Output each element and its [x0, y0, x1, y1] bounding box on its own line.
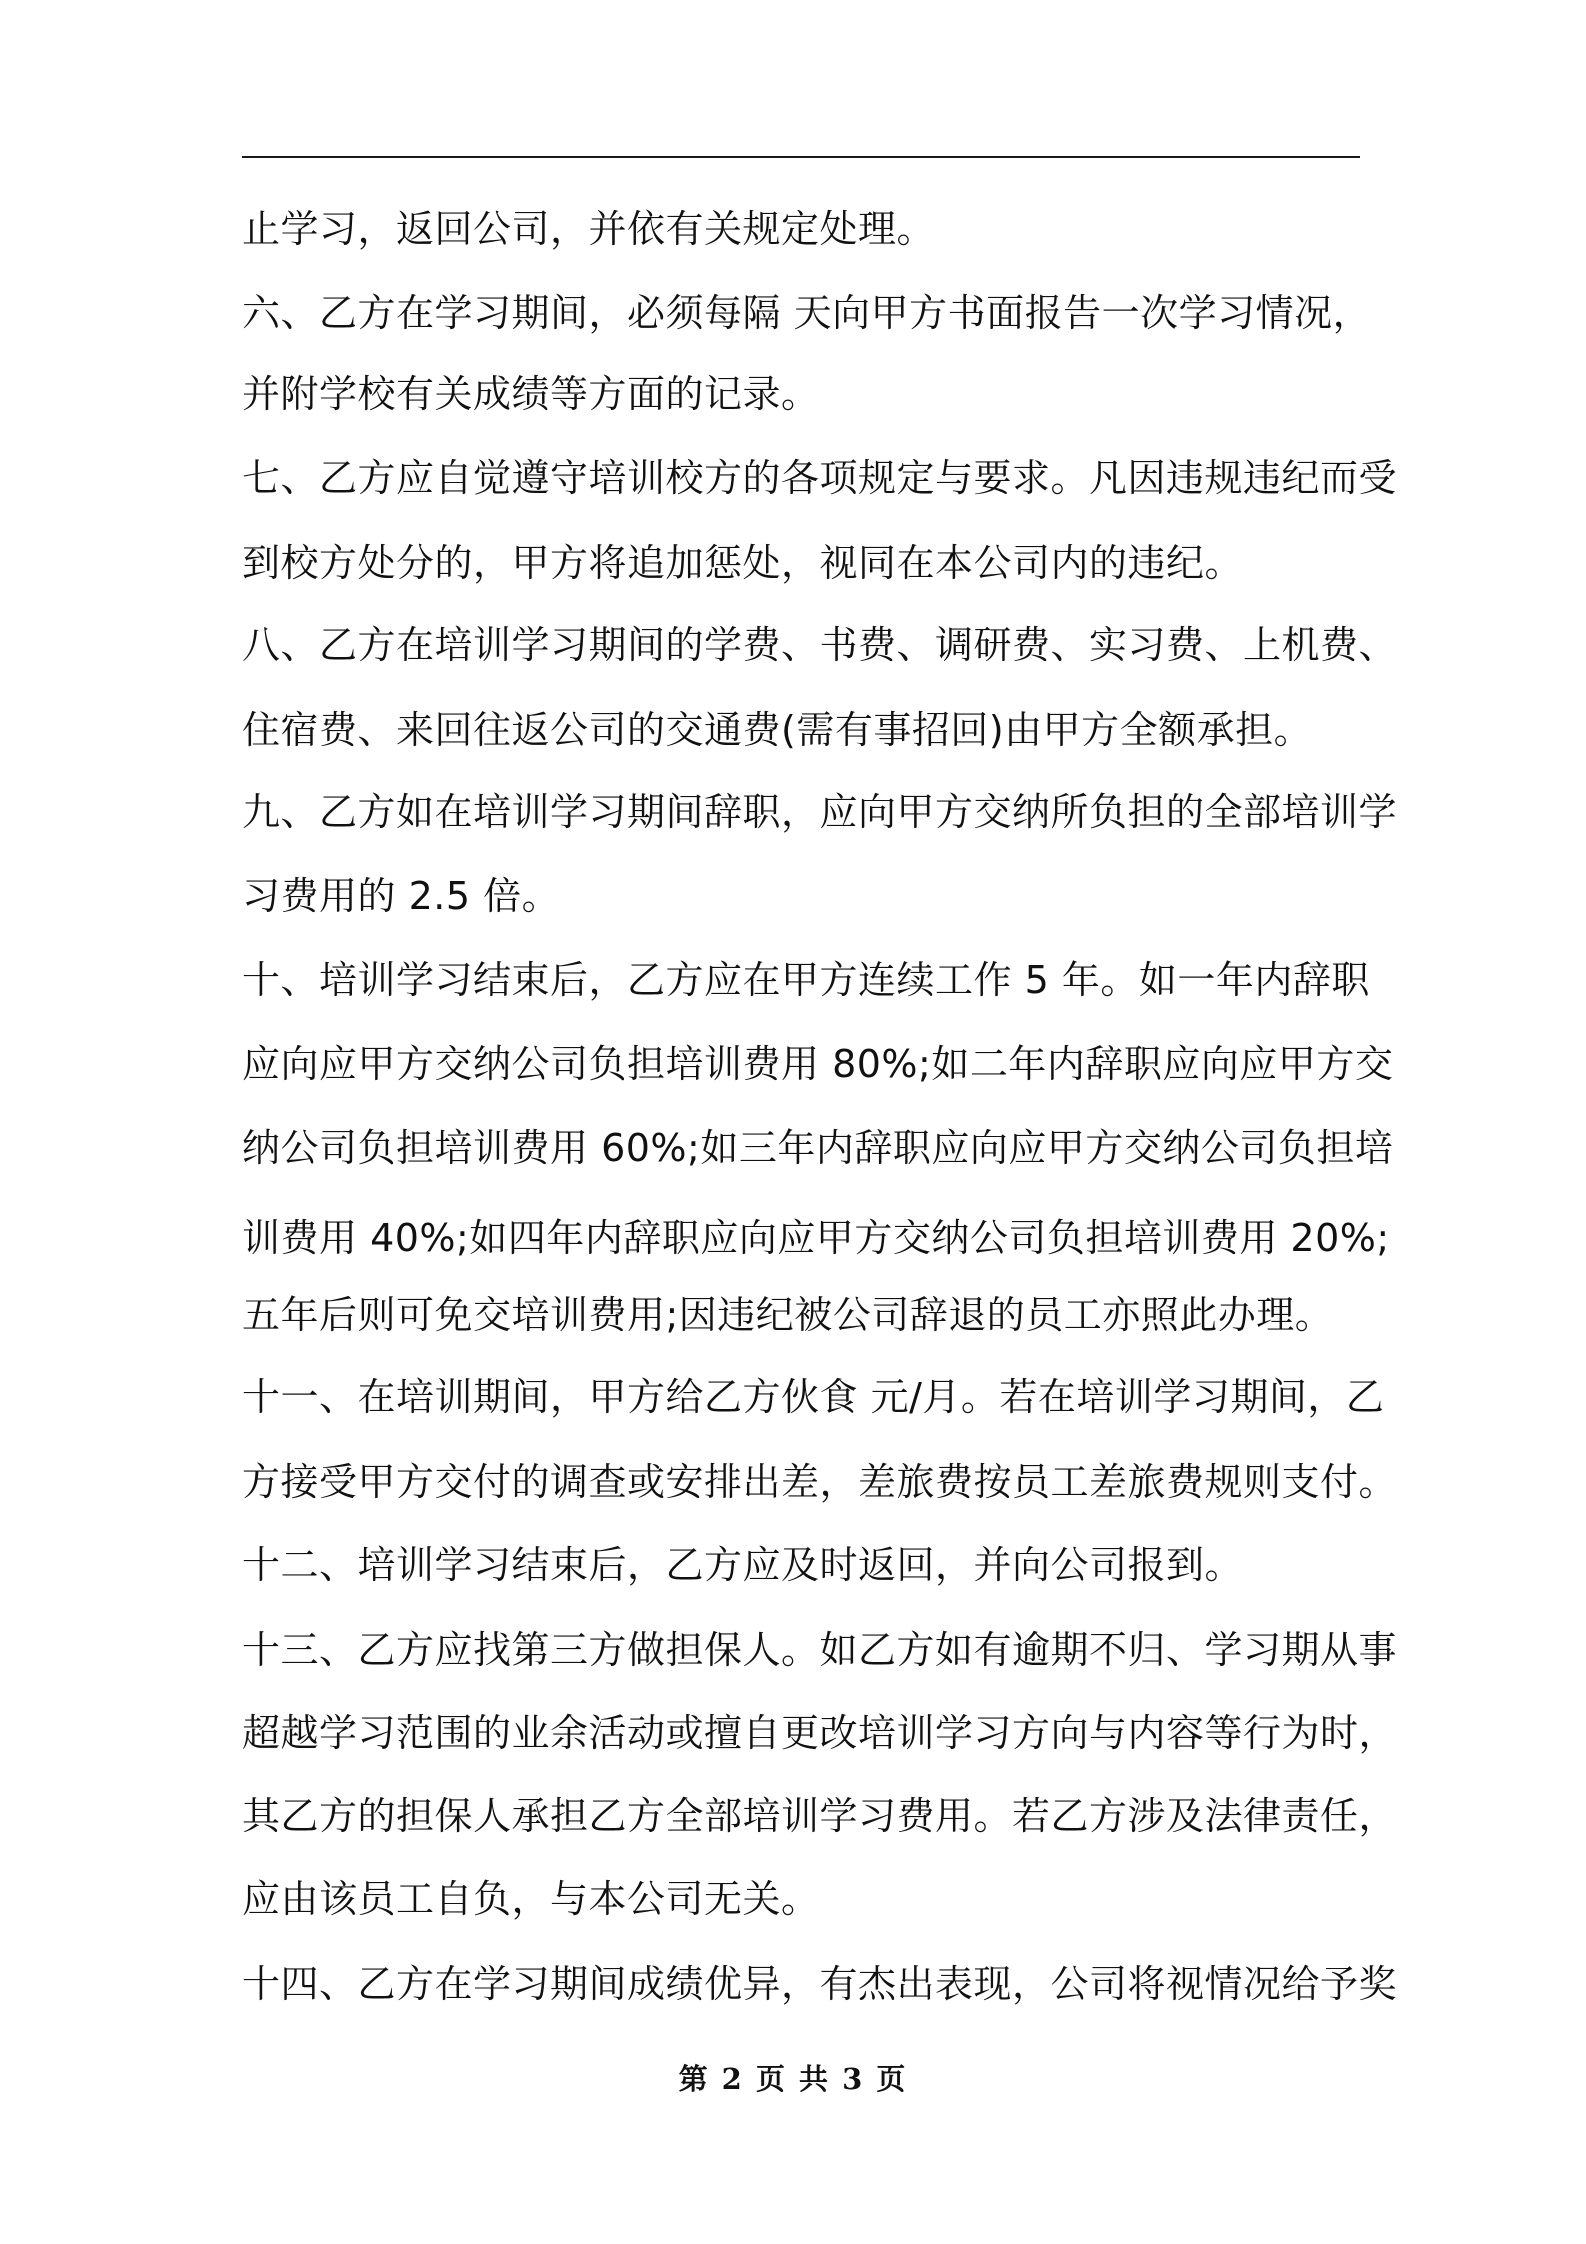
body-line: 十、培训学习结束后，乙方应在甲方连续工作 5 年。如一年内辞职 — [242, 958, 1370, 1002]
page-number-footer: 第 2 页 共 3 页 — [678, 2062, 908, 2096]
body-line: 十二、培训学习结束后，乙方应及时返回，并向公司报到。 — [242, 1543, 1244, 1587]
body-line: 应由该员工自负，与本公司无关。 — [242, 1877, 820, 1921]
body-line: 六、乙方在学习期间，必须每隔 天向甲方书面报告一次学习情况， — [242, 291, 1372, 335]
body-line: 超越学习范围的业余活动或擅自更改培训学习方向与内容等行为时， — [242, 1711, 1398, 1755]
header-rule — [242, 156, 1360, 158]
body-line: 止学习，返回公司，并依有关规定处理。 — [242, 207, 936, 251]
body-line: 方接受甲方交付的调查或安排出差，差旅费按员工差旅费规则支付。 — [242, 1460, 1398, 1504]
body-line: 训费用 40%;如四年内辞职应向应甲方交纳公司负担培训费用 20%; — [242, 1216, 1390, 1260]
body-line: 并附学校有关成绩等方面的记录。 — [242, 372, 820, 416]
body-line: 到校方处分的，甲方将追加惩处，视同在本公司内的违纪。 — [242, 541, 1244, 585]
body-line: 住宿费、来回往返公司的交通费(需有事招回)由甲方全额承担。 — [242, 708, 1313, 752]
body-line: 应向应甲方交纳公司负担培训费用 80%;如二年内辞职应向应甲方交 — [242, 1042, 1394, 1086]
body-line: 八、乙方在培训学习期间的学费、书费、调研费、实习费、上机费、 — [242, 623, 1398, 667]
body-line: 纳公司负担培训费用 60%;如三年内辞职应向应甲方交纳公司负担培 — [242, 1126, 1394, 1170]
body-line: 九、乙方如在培训学习期间辞职，应向甲方交纳所负担的全部培训学 — [242, 790, 1398, 834]
body-line: 其乙方的担保人承担乙方全部培训学习费用。若乙方涉及法律责任， — [242, 1794, 1398, 1838]
body-line: 十三、乙方应找第三方做担保人。如乙方如有逾期不归、学习期从事 — [242, 1628, 1398, 1672]
body-line: 七、乙方应自觉遵守培训校方的各项规定与要求。凡因违规违纪而受 — [242, 456, 1398, 500]
body-line: 五年后则可免交培训费用;因违纪被公司辞退的员工亦照此办理。 — [242, 1293, 1334, 1337]
body-line: 习费用的 2.5 倍。 — [242, 874, 561, 918]
body-line: 十一、在培训期间，甲方给乙方伙食 元/月。若在培训学习期间，乙 — [242, 1375, 1385, 1419]
body-line: 十四、乙方在学习期间成绩优异，有杰出表现，公司将视情况给予奖 — [242, 1962, 1398, 2006]
